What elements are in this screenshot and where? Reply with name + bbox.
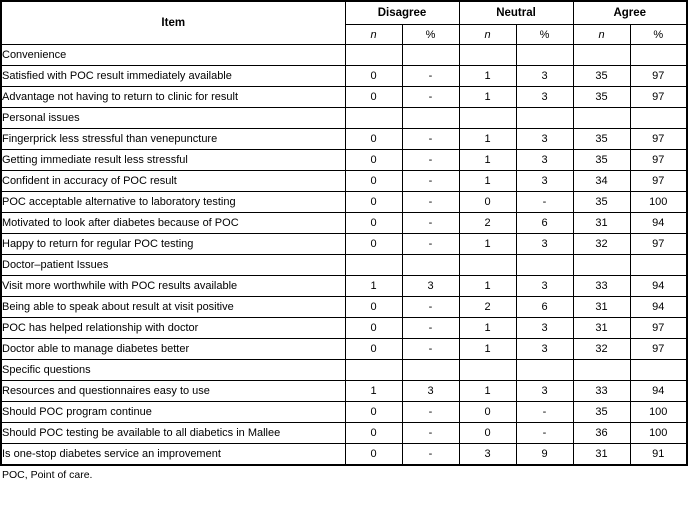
item-label: Is one-stop diabetes service an improvement (1, 444, 345, 465)
table-row (1, 150, 687, 171)
neutral-n-cell: 1 (459, 87, 516, 108)
agree-n-cell: 31 (573, 213, 630, 234)
table-row (1, 87, 687, 108)
agree-pct-cell: 97 (630, 318, 687, 339)
agree-n-cell: 35 (573, 66, 630, 87)
item-label: Doctor able to manage diabetes better (1, 339, 345, 360)
item-label: Should POC testing be available to all diabetics in Mallee (1, 423, 345, 444)
section-title: Specific questions (1, 360, 345, 381)
neutral-pct-cell: 3 (516, 339, 573, 360)
agree-pct-cell: 97 (630, 171, 687, 192)
neutral-pct-cell: 3 (516, 234, 573, 255)
disagree-pct-cell: - (402, 318, 459, 339)
table-row (1, 444, 687, 465)
column-header-item: Item (1, 1, 345, 45)
table-row (1, 129, 687, 150)
agree-pct-cell: 94 (630, 276, 687, 297)
neutral-n-cell: 1 (459, 66, 516, 87)
empty-cell (516, 108, 573, 129)
item-label: Visit more worthwhile with POC results available (1, 276, 345, 297)
neutral-pct-cell: 3 (516, 87, 573, 108)
disagree-pct-cell: - (402, 192, 459, 213)
disagree-n-cell: 0 (345, 444, 402, 465)
agree-n-cell: 33 (573, 381, 630, 402)
empty-cell (630, 255, 687, 276)
item-label: POC acceptable alternative to laboratory testing (1, 192, 345, 213)
neutral-pct-cell: 3 (516, 276, 573, 297)
empty-cell (516, 45, 573, 66)
neutral-pct-cell: 6 (516, 213, 573, 234)
table-row (1, 318, 687, 339)
disagree-n-cell: 0 (345, 87, 402, 108)
neutral-n-cell: 0 (459, 192, 516, 213)
item-label: Resources and questionnaires easy to use (1, 381, 345, 402)
subheader-disagree-pct: % (402, 25, 459, 45)
empty-cell (516, 360, 573, 381)
table-row (1, 234, 687, 255)
column-header-neutral: Neutral (459, 1, 573, 25)
subheader-disagree-n: n (345, 25, 402, 45)
agree-pct-cell: 97 (630, 66, 687, 87)
neutral-n-cell: 1 (459, 150, 516, 171)
neutral-n-cell: 1 (459, 318, 516, 339)
disagree-n-cell: 0 (345, 402, 402, 423)
neutral-pct-cell: 9 (516, 444, 573, 465)
empty-cell (345, 360, 402, 381)
disagree-pct-cell: - (402, 129, 459, 150)
neutral-n-cell: 1 (459, 276, 516, 297)
table-row (1, 402, 687, 423)
item-label: Confident in accuracy of POC result (1, 171, 345, 192)
table-row (1, 171, 687, 192)
agree-pct-cell: 100 (630, 402, 687, 423)
disagree-pct-cell: - (402, 423, 459, 444)
empty-cell (459, 108, 516, 129)
neutral-pct-cell: 3 (516, 171, 573, 192)
disagree-pct-cell: - (402, 234, 459, 255)
neutral-pct-cell: 3 (516, 381, 573, 402)
agree-n-cell: 31 (573, 444, 630, 465)
agree-pct-cell: 100 (630, 192, 687, 213)
empty-cell (573, 45, 630, 66)
disagree-pct-cell: - (402, 444, 459, 465)
section-row (1, 255, 687, 276)
table-row (1, 297, 687, 318)
table-row (1, 423, 687, 444)
item-label: Happy to return for regular POC testing (1, 234, 345, 255)
agree-pct-cell: 97 (630, 339, 687, 360)
item-label: Fingerprick less stressful than venepuncture (1, 129, 345, 150)
disagree-pct-cell: - (402, 66, 459, 87)
disagree-n-cell: 0 (345, 171, 402, 192)
neutral-n-cell: 1 (459, 234, 516, 255)
disagree-n-cell: 0 (345, 150, 402, 171)
disagree-n-cell: 0 (345, 213, 402, 234)
disagree-n-cell: 0 (345, 129, 402, 150)
neutral-n-cell: 2 (459, 297, 516, 318)
item-label: Getting immediate result less stressful (1, 150, 345, 171)
agree-n-cell: 32 (573, 234, 630, 255)
empty-cell (459, 45, 516, 66)
empty-cell (402, 360, 459, 381)
agree-pct-cell: 100 (630, 423, 687, 444)
section-row (1, 45, 687, 66)
disagree-pct-cell: 3 (402, 276, 459, 297)
agree-pct-cell: 94 (630, 213, 687, 234)
agree-n-cell: 31 (573, 318, 630, 339)
item-label: Should POC program continue (1, 402, 345, 423)
agree-pct-cell: 91 (630, 444, 687, 465)
agree-n-cell: 31 (573, 297, 630, 318)
disagree-pct-cell: - (402, 339, 459, 360)
disagree-pct-cell: - (402, 213, 459, 234)
section-row (1, 108, 687, 129)
disagree-pct-cell: - (402, 297, 459, 318)
table-row (1, 381, 687, 402)
empty-cell (516, 255, 573, 276)
disagree-pct-cell: - (402, 171, 459, 192)
item-label: Motivated to look after diabetes because of POC (1, 213, 345, 234)
subheader-neutral-pct: % (516, 25, 573, 45)
item-label: Advantage not having to return to clinic for result (1, 87, 345, 108)
empty-cell (459, 360, 516, 381)
disagree-n-cell: 0 (345, 192, 402, 213)
agree-n-cell: 35 (573, 87, 630, 108)
disagree-n-cell: 0 (345, 423, 402, 444)
neutral-pct-cell: 3 (516, 318, 573, 339)
agree-pct-cell: 97 (630, 150, 687, 171)
empty-cell (402, 108, 459, 129)
item-label: POC has helped relationship with doctor (1, 318, 345, 339)
agree-pct-cell: 94 (630, 381, 687, 402)
table-row (1, 66, 687, 87)
empty-cell (630, 45, 687, 66)
table-row (1, 213, 687, 234)
agree-pct-cell: 97 (630, 234, 687, 255)
neutral-n-cell: 1 (459, 339, 516, 360)
neutral-pct-cell: 6 (516, 297, 573, 318)
empty-cell (459, 255, 516, 276)
neutral-n-cell: 0 (459, 402, 516, 423)
column-header-disagree: Disagree (345, 1, 459, 25)
neutral-n-cell: 1 (459, 129, 516, 150)
empty-cell (573, 108, 630, 129)
neutral-pct-cell: 3 (516, 150, 573, 171)
neutral-n-cell: 1 (459, 381, 516, 402)
neutral-pct-cell: - (516, 192, 573, 213)
empty-cell (573, 255, 630, 276)
agree-pct-cell: 94 (630, 297, 687, 318)
neutral-pct-cell: - (516, 402, 573, 423)
section-title: Doctor–patient Issues (1, 255, 345, 276)
neutral-n-cell: 2 (459, 213, 516, 234)
agree-n-cell: 35 (573, 402, 630, 423)
table-row (1, 276, 687, 297)
agree-n-cell: 32 (573, 339, 630, 360)
disagree-pct-cell: - (402, 87, 459, 108)
table-footnote: POC, Point of care. (2, 468, 93, 481)
table-body (1, 45, 687, 465)
section-title: Convenience (1, 45, 345, 66)
agree-n-cell: 34 (573, 171, 630, 192)
agree-n-cell: 36 (573, 423, 630, 444)
disagree-pct-cell: 3 (402, 381, 459, 402)
agree-pct-cell: 97 (630, 87, 687, 108)
column-header-agree: Agree (573, 1, 687, 25)
disagree-n-cell: 0 (345, 318, 402, 339)
disagree-n-cell: 0 (345, 234, 402, 255)
neutral-n-cell: 1 (459, 171, 516, 192)
subheader-agree-n: n (573, 25, 630, 45)
table-row (1, 192, 687, 213)
subheader-agree-pct: % (630, 25, 687, 45)
section-title: Personal issues (1, 108, 345, 129)
neutral-pct-cell: - (516, 423, 573, 444)
agree-n-cell: 33 (573, 276, 630, 297)
neutral-pct-cell: 3 (516, 66, 573, 87)
empty-cell (402, 255, 459, 276)
empty-cell (345, 108, 402, 129)
empty-cell (345, 255, 402, 276)
disagree-pct-cell: - (402, 402, 459, 423)
agree-n-cell: 35 (573, 192, 630, 213)
disagree-n-cell: 1 (345, 276, 402, 297)
disagree-pct-cell: - (402, 150, 459, 171)
item-label: Being able to speak about result at visit positive (1, 297, 345, 318)
agree-n-cell: 35 (573, 129, 630, 150)
section-row (1, 360, 687, 381)
agree-n-cell: 35 (573, 150, 630, 171)
empty-cell (630, 360, 687, 381)
empty-cell (402, 45, 459, 66)
disagree-n-cell: 0 (345, 297, 402, 318)
agree-pct-cell: 97 (630, 129, 687, 150)
item-label: Satisfied with POC result immediately available (1, 66, 345, 87)
neutral-n-cell: 0 (459, 423, 516, 444)
disagree-n-cell: 0 (345, 66, 402, 87)
neutral-pct-cell: 3 (516, 129, 573, 150)
disagree-n-cell: 0 (345, 339, 402, 360)
empty-cell (345, 45, 402, 66)
subheader-neutral-n: n (459, 25, 516, 45)
header-row-groups (1, 1, 687, 25)
empty-cell (573, 360, 630, 381)
neutral-n-cell: 3 (459, 444, 516, 465)
table-row (1, 339, 687, 360)
disagree-n-cell: 1 (345, 381, 402, 402)
empty-cell (630, 108, 687, 129)
